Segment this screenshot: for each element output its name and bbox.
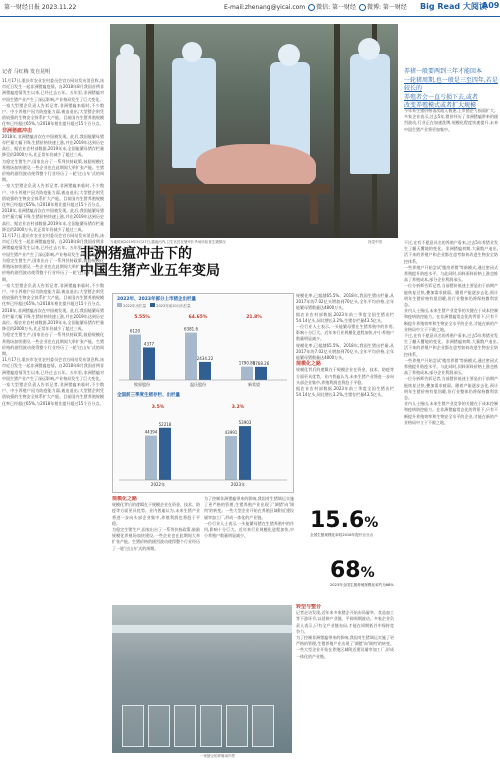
pull-quote-line: 一轮猪周期,也一般是三至四年,若是较长的 <box>404 76 498 93</box>
bar <box>143 347 155 380</box>
bar-value-label: 1790.86 <box>238 360 256 366</box>
section-heading: 规模化之路 <box>296 361 322 368</box>
bar <box>241 367 253 380</box>
body-paragraph: 一些养殖户开始尝试'楼房养猪'等新模式,通过密闭式养殖提升防疫水平。与此同时,饲料原料价格上涨也推高了养殖成本,部分企业利润承压。 <box>404 357 498 376</box>
body-paragraph: 业内人士指出,未来生猪产业竞争的关键在于成本控制和疫病防控能力。在非洲猪瘟常态化的背景下,只有不断提升养殖效率和生物安全水平的企业,才能在新的产业格局中立于不败之地。 <box>404 401 498 425</box>
section-heading: 非洲猪瘟冲击 <box>2 127 33 134</box>
bar-value-label: 2434.22 <box>196 355 214 361</box>
chart1-svg <box>115 310 291 390</box>
pull-quote-line: 改变养殖模式或者扩大规模 <box>404 102 477 110</box>
issue-line: 第一财经日报 2023.11.22 <box>4 4 77 11</box>
lead-photo <box>110 24 398 238</box>
body-paragraph: 规模化率,已超越65.5%。2018年,我国生猪出栏量,从2017年的7.02亿头增加到70亿头,全年平均价格,全年能繁母猪数量达4800万头。 <box>296 342 394 361</box>
chart2-title: 全国前三季度生猪存栏、出栏量 <box>117 393 180 398</box>
bar <box>185 333 197 380</box>
pull-quote-body: 今年来生猪价格再次陷入低迷,上市猪企亏损面扩大。多家企业表示,过去5年,猪价经历了非洲猪瘟带来的剧烈波动,行业正在加速洗牌,规模化程度快速提升,未来中国生猪产业将更加集中。 <box>404 108 498 132</box>
growth-label: 3.2% <box>231 405 245 410</box>
wechat-text: 微信: 第一财经 <box>316 4 357 11</box>
intro-paragraph: 11月17日,重庆市农业农村委员会官方网站发布消息称,该市近日发生一起非洲猪瘟疫情。自2018年8月我国首例非洲猪瘟疫情发生以来,已经过去五年。五年里,非洲猪瘟对中国生猪产业产生了深远影响,产业格局发生了巨大变化。 <box>2 78 104 102</box>
bar <box>239 426 251 480</box>
category-label: 温氏股份 <box>190 382 206 387</box>
body-paragraph: 为了控制非洲猪瘟带来的影响,我国对生猪调运实施了更严格的管理,生猪养殖产业出现了'调猪'向'调肉'的转变。一些大型企业开始在养殖区域附近建设屠宰加工厂,形成一体化的产业链。 <box>296 635 394 659</box>
body-paragraph: 一位行业人士表示,一头能繁母猪在生猪养殖中的作用,影响十分巨大。近年来行业规模化进程加快,中小养殖户数量明显减少。 <box>296 324 394 342</box>
charts-panel <box>112 293 294 493</box>
body-paragraph: 一家大型猪企负责人告诉记者,非洲猪瘟来临时,不少散户、中小养殖户因为防疫能力弱,被迫退出;大型猪企则凭借较强的生物安全体系扩大产能。目前国内生猪养殖规模化率已经超过65%,与2018年相比提升超过15个百分点。 <box>2 381 104 406</box>
newspaper-header <box>0 0 500 17</box>
body-paragraph: 一位分析师告诉记者,当前猪价低迷主要是由于前期产能恢复过快,叠加需求疲弱。随着产能逐步去化,预计明年生猪价格有望回暖,但行业整体仍将保持微利状态。 <box>404 283 498 308</box>
section-heading: 转型与整合 <box>296 604 322 610</box>
stat-block-2 <box>330 558 400 588</box>
photo-caption: 当地时间2019年5月27日,越南河内,卫生官员在屠宰扑杀场所检查生猪情况 <box>110 240 226 244</box>
body-paragraph: 一位分析师告诉记者,当前猪价低迷主要是由于前期产能恢复过快,叠加需求疲弱。随着产能逐步去化,预计明年生猪价格有望回暖,但行业整体仍将保持微利状态。 <box>404 376 498 401</box>
legend-swatch <box>117 303 122 307</box>
body-paragraph: 不过,在有不愿意具名的养殖户看来,过去5年养猪业发生了翻天覆地的变化。非洲猪瘟初期,大量散户退出,活下来的养殖户和企业都在思考如何改进生物安全防控体系。 <box>404 240 498 264</box>
legend-2022: 2022年出栏量 <box>123 304 147 308</box>
stat-caption: 全国生猪规模化率较2018年提升百分点 <box>310 533 374 537</box>
column-5 <box>404 240 498 754</box>
column-3 <box>296 293 394 533</box>
growth-label: 3.5% <box>151 405 165 410</box>
body-paragraph: 为稳定生猪生产,国家出台了一系列扶持政策,鼓励规模化养殖场加快建设,一些企业也在此期间大举扩张产能。生猪价格的剧烈波动使得整个行业经历了一轮'过山车'式的周期。 <box>112 527 200 551</box>
legend-2023: 2023年前10月出栏量 <box>156 304 191 308</box>
body-paragraph: 为稳定生猪生产,国家出台了一系列扶持政策,鼓励规模化养殖场加快建设,一些企业也在此期间大举扩张产能。生猪价格的剧烈波动使得整个行业经历了一轮'过山车'式的周期。 <box>2 332 104 356</box>
stat-block-1 <box>310 508 400 538</box>
photo-credit: 视觉中国 <box>368 240 382 244</box>
body-paragraph: 不过,在有不愿意具名的养殖户看来,过去5年养猪业发生了翻天覆地的变化。非洲猪瘟初期,大量散户退出,活下来的养殖户和企业都在思考如何改进生物安全防控体系。 <box>404 333 498 357</box>
body-paragraph: 2018年,非洲猪瘟首次在中国被发现。此后,我国能繁母猪存栏量大幅下降,生猪价格快速上涨,并在2019年达到历史高位。据农业农村部数据,2019年末,全国能繁母猪存栏量降至约2000万头,比正常年份减少了超过三成。 <box>2 133 104 158</box>
body-paragraph: 据农业农村部数据,2023年前三季度全国生猪出栏54.14亿头,同比增长3.2%,生猪存栏量43.5亿头。 <box>296 386 394 398</box>
body-paragraph: 规模化率,已超越65.5%。2018年,我国生猪出栏量,从2017年的7.02亿头增加到70亿头,全年平均价格,全年能繁母猪数量达4800万头。 <box>296 293 394 311</box>
contact-line <box>224 2 407 11</box>
bar <box>225 436 237 480</box>
column-2b <box>204 496 294 602</box>
author-line: 记者 马红梅 发自昆明 <box>2 69 51 75</box>
column-1 <box>2 78 104 754</box>
bar-value-label: 6120 <box>129 328 141 334</box>
bar <box>159 428 171 480</box>
body-paragraph: 为稳定生猪生产,国家出台了一系列扶持政策,鼓励规模化养殖场加快建设,一些企业也在此期间大举扩张产能。生猪价格的剧烈波动使得整个行业经历了一轮'过山车'式的周期。 <box>2 257 104 282</box>
body-paragraph: 为稳定生猪生产,国家出台了一系列扶持政策,鼓励规模化养殖场加快建设,一些企业也在此期间大举扩张产能。生猪价格的剧烈波动使得整个行业经历了一轮'过山车'式的周期。 <box>2 158 104 183</box>
chart1-legend <box>117 303 191 309</box>
headline-line-1: 非洲猪瘟冲击下的 <box>80 246 192 262</box>
body-paragraph: 一些养殖户开始尝试'楼房养猪'等新模式,通过密闭式养殖提升防疫水平。与此同时,饲料原料价格上涨也推高了养殖成本,部分企业利润承压。 <box>404 264 498 283</box>
farm-photo <box>112 605 292 753</box>
body-paragraph: 11月17日,重庆市农业农村委员会官方网站发布消息称,该市近日发生一起非洲猪瘟疫情。自2018年8月我国首例非洲猪瘟疫情发生以来,已经过去五年。五年里,非洲猪瘟对中国生猪产业产生了深远影响,产业格局发生了巨大变化。 <box>2 357 104 381</box>
growth-label: 5.55% <box>134 315 150 320</box>
farm-photo-caption: 一家猪企的养殖场内景 <box>200 754 235 758</box>
body-paragraph: 11月17日,重庆市农业农村委员会官方网站发布消息称,该市近日发生一起非洲猪瘟疫情。自2018年8月我国首例非洲猪瘟疫情发生以来,已经过去五年。五年里,非洲猪瘟对中国生猪产业产生了深远影响,产业格局发生了巨大变化。 <box>2 233 104 257</box>
bar-value-label: 43991 <box>224 430 238 436</box>
chart1-title: 2022年、2023年部分上市猪企出栏量 <box>117 297 197 302</box>
bar-value-label: 44394 <box>144 429 158 435</box>
headline <box>80 246 320 280</box>
bar-value-label: 1768.26 <box>252 360 270 366</box>
bar <box>145 436 157 480</box>
category-label: 新希望 <box>248 382 260 387</box>
body-paragraph: 一位行业人士表示,一头能繁母猪在生猪养殖中的作用,影响十分巨大。近年来行业规模化进程加快,中小养殖户数量明显减少。 <box>204 520 294 539</box>
legend-swatch <box>150 303 155 307</box>
body-paragraph: 一家大型猪企负责人告诉记者,非洲猪瘟来临时,不少散户、中小养殖户因为防疫能力弱,被迫退出;大型猪企则凭借较强的生物安全体系扩大产能。目前国内生猪养殖规模化率已经超过65%,与2018年相比提升超过15个百分点。 <box>2 282 104 307</box>
category-label: 牧原股份 <box>134 382 150 387</box>
body-paragraph: 规模化背后的逻辑在于规模企业在资金、技术、防疫等方面更具优势。业内普遍认为,未来生猪产业将进一步向头部企业集中,养殖利润也将趋于平稳。 <box>296 367 394 385</box>
body-paragraph: 规模化背后的逻辑在于规模企业在资金、技术、防疫等方面更具优势。业内普遍认为,未来生猪产业将进一步向头部企业集中,养殖利润也将趋于平稳。 <box>112 502 200 526</box>
body-paragraph: 一家大型猪企负责人告诉记者,非洲猪瘟来临时,不少散户、中小养殖户因为防疫能力弱,被迫退出;大型猪企则凭借较强的生物安全体系扩大产能。目前国内生猪养殖规模化率已经超过65%,与2018年相比提升超过15个百分点。 <box>2 183 104 208</box>
bar <box>199 362 211 380</box>
bar-value-label: 4377 <box>143 341 155 347</box>
chart2-svg <box>115 400 291 488</box>
stat-value: 15.6% <box>310 508 379 533</box>
wechat-icon <box>308 4 315 11</box>
page-number: A09 <box>482 1 500 10</box>
body-paragraph: 2018年,非洲猪瘟首次在中国被发现。此后,我国能繁母猪存栏量大幅下降,生猪价格快速上涨,并在2019年达到历史高位。据农业农村部数据,2019年末,全国能繁母猪存栏量降至约2000万头,比正常年份减少了超过三成。 <box>2 307 104 332</box>
email-text: E-mail:zhenang@yicai.com <box>224 4 306 11</box>
section-title: Big Read 大阅读 <box>420 2 487 11</box>
body-paragraph: 2018年,非洲猪瘟首次在中国被发现。此后,我国能繁母猪存栏量大幅下降,生猪价格快速上涨,并在2019年达到历史高位。据农业农村部数据,2019年末,全国能繁母猪存栏量降至约2000万头,比正常年份减少了超过三成。 <box>2 208 104 232</box>
growth-label: 21.8% <box>246 315 262 320</box>
bar <box>255 367 267 380</box>
weibo-icon <box>359 4 366 11</box>
stat-caption: 2023年全国生猪养殖规模化率约为68% <box>330 583 394 587</box>
bar-value-label: 53903 <box>238 420 252 426</box>
column-4 <box>296 604 394 754</box>
stat-value: 68% <box>330 558 375 583</box>
headline-line-2: 中国生猪产业五年变局 <box>80 263 220 279</box>
section-heading: 规模化之路 <box>112 496 138 502</box>
pull-quote-line: 养殖者会一直亏损下去,或者 <box>404 93 478 101</box>
bar-value-label: 6381.6 <box>184 326 198 332</box>
body-paragraph: 据农业农村部数据,2023年前三季度全国生猪出栏54.14亿头,同比增长3.2%,生猪存栏量43.5亿头。 <box>296 311 394 323</box>
body-paragraph: 业内人士指出,未来生猪产业竞争的关键在于成本控制和疫病防控能力。在非洲猪瘟常态化的背景下,只有不断提升养殖效率和生物安全水平的企业,才能在新的产业格局中立于不败之地。 <box>404 308 498 332</box>
category-label: 2023年 <box>230 482 246 487</box>
growth-label: 64.65% <box>188 315 208 320</box>
body-paragraph: 一家大型猪企负责人告诉记者,非洲猪瘟来临时,不少散户、中小养殖户因为防疫能力弱,被迫退出;大型猪企则凭借较强的生物安全体系扩大产能。目前国内生猪养殖规模化率已经超过65%,与2018年相比提升超过15个百分点。 <box>2 102 104 127</box>
pull-quote-line: 养猪一般要两到三年才能回本 <box>404 68 483 75</box>
body-paragraph: 为了控制非洲猪瘟带来的影响,我国对生猪调运实施了更严格的管理,生猪养殖产业出现了'调猪'向'调肉'的转变。一些大型企业开始在养殖区域附近建设屠宰加工厂,形成一体化的产业链。 <box>204 496 294 520</box>
column-2a <box>112 496 200 602</box>
bar <box>129 335 141 380</box>
bar-value-label: 52218 <box>158 421 172 427</box>
body-paragraph: 记者走访发现,近年来多家猪企开始布局屠宰、食品加工等下游环节,以延伸产业链、平抑周期波动。多家企业负责人表示,只有全产业链布局,才能在周期低谷中保持竞争力。 <box>296 610 394 634</box>
category-label: 2022年 <box>150 482 166 487</box>
weibo-text: 微博: 第一财经 <box>366 4 407 11</box>
pull-quote <box>404 68 498 111</box>
